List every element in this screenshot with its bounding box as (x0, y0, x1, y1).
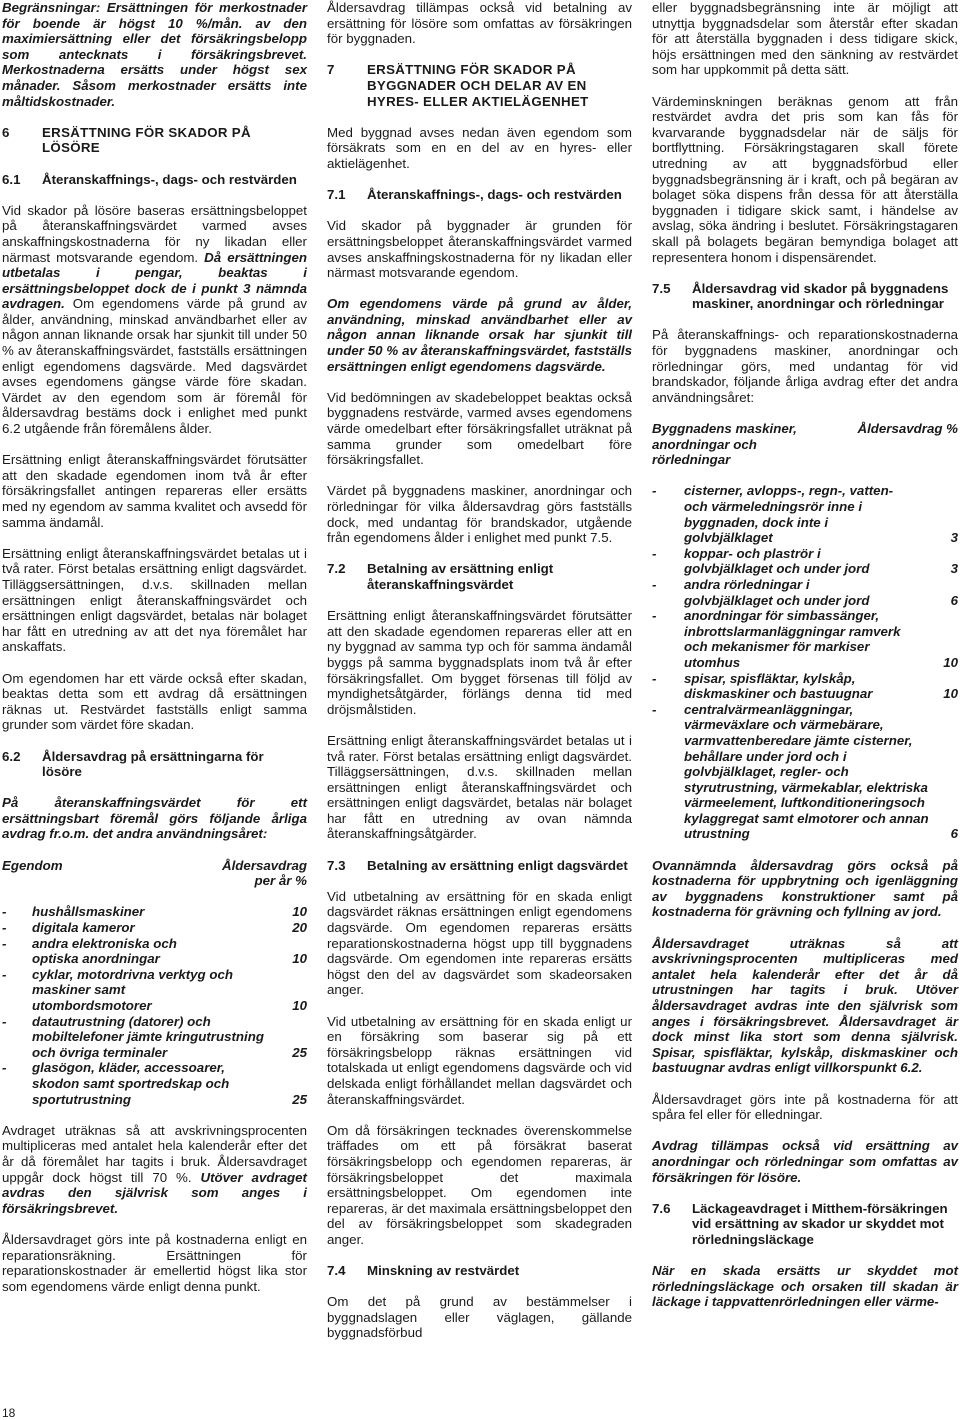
row-dash: - (2, 966, 7, 982)
paragraph: Avdrag tillämpas också vid ersättning av anordningar och rörledningar som omfattas av försäkringen för lösöre. (652, 1138, 958, 1185)
row-dash: - (652, 701, 657, 717)
paragraph: Ersättning enligt återanskaffningsvärdet förutsätter att den skadade egendomen inom två år efter försäkringsfallet antingen repareras eller ersätts med ny egendom av samma kvalitet och avsedd för samma ändamål. (2, 452, 307, 530)
section-title: Betalning av ersättning enligt dagsvärdet (367, 857, 628, 873)
row-value: 25 (292, 1044, 307, 1060)
row-value: 10 (943, 654, 958, 670)
section-heading-6 (2, 125, 307, 156)
section-number: 7.5 (652, 280, 671, 296)
text-run: Då ersättningen utbetalas i pengar, beaktas i ersättningsbeloppet dock de i punkt 3 nämnda avdragen. (2, 249, 307, 312)
section-number: 7.4 (327, 1263, 346, 1279)
paragraph: Ersättning enligt återanskaffningsvärdet betalas ut i två rater. Först betalas ersättning enligt dagsvärdet. Tilläggsersättningen, d.v.s. skillnaden mellan ersättningen enligt återanskaffningsvärdet och ersättningen enligt dagsvärdet, betalas när bolaget har fått en utredning av ovan nämnda återanskaffningsåtgärder. (327, 732, 632, 842)
row-dash: - (652, 545, 657, 561)
row-dash: - (2, 904, 7, 920)
table-header-left: Byggnadens maskiner, anordningar och rörledningar (652, 421, 797, 468)
row-text: datautrustning (datorer) och mobiltelefoner jämte kringutrustning och övriga terminaler (32, 1013, 264, 1060)
row-value: 3 (950, 561, 958, 577)
section-number: 6.1 (2, 171, 21, 187)
row-dash: - (652, 483, 657, 499)
row-dash: - (652, 670, 657, 686)
section-number: 7.6 (652, 1200, 671, 1216)
paragraph: På återanskaffnings- och reparationskostnaderna för byggnadens maskiner, anordningar och rörledningar görs, med undantag för vid brandskador, följande årliga avdrag efter det andra användningsåret: (652, 327, 958, 405)
row-text: digitala kameror (32, 920, 135, 936)
section-number: 7.1 (327, 187, 346, 203)
section-title: Åldersavdrag vid skador på byggnadens maskiner, anordningar och rörledningar (692, 280, 949, 312)
row-value: 10 (943, 686, 958, 702)
row-text: centralvärmeanläggningar, värmeväxlare och värmebärare, varmvattenberedare jämte cisterner, behållare under jord och i golvbjälklaget, regler- och styrutrustning, värmekablar, elektriska värmeelement, luftkonditioneringsoch kylaggregat samt elmotorer och annan utrustning (684, 701, 929, 842)
paragraph: Om egendomens värde på grund av ålder, användning, minskad användbarhet eller av någon annan liknande orsak har sjunkit till under 50 % av återanskaffningsvärdet, fastställs ersättningen enligt egendomens dagsvärde. (327, 296, 632, 374)
section-title: Återanskaffnings-, dags- och restvärden (42, 171, 297, 187)
paragraph: Ersättning enligt återanskaffningsvärdet förutsätter att den skadade egendomen repareras eller att en ny byggnad av samma typ och för samma ändamål byggs på samma byggnadsplats inom två år efter försäkringsfallet. Om bygget försenas till följd av myndighetsåtgärder, förlängs denna tid med dröjsmålstiden. (327, 608, 632, 717)
section-heading-7 (327, 62, 632, 109)
paragraph: På återanskaffningsvärdet för ett ersättningsbart föremål görs följande årliga avdrag fr.o.m. det andra användningsåret: (2, 795, 307, 842)
paragraph: eller byggnadsbegränsning inte är möjligt att utnyttja byggnadsdelar som återstår efter skadan för att återställa byggnaden i dess tidigare skick, höjs ersättningen med den sänkning av restvärdet som har uppkommit på detta sätt. (652, 0, 958, 78)
section-title: Återanskaffnings-, dags- och restvärden (367, 187, 622, 203)
row-value: 6 (950, 826, 958, 842)
section-number: 6 (2, 124, 10, 140)
table-row (2, 1014, 307, 1061)
section-heading-7-4 (327, 1263, 632, 1279)
section-number: 7 (327, 62, 335, 78)
section-title: ERSÄTTNING FÖR SKADOR PÅ LÖSÖRE (42, 124, 251, 156)
row-dash: - (652, 608, 657, 624)
section-number: 7.2 (327, 561, 346, 577)
paragraph: Värdet på byggnadens maskiner, anordningar och rörledningar för vilka åldersavdrag görs fastställs dock, med undantag för brandskador, utgående från egendomens ålder i enlighet med punkt 7.5. (327, 483, 632, 546)
paragraph: Om då försäkringen tecknades överenskommelse träffades om ett på försäkrat baserat försäkringsbelopp och egendomen repareras, är försäkringsbeloppet det maximala ersättningsbeloppet. Om egendomen inte repareras, är det maximala ersättningsbeloppet den del av försäkringsbeloppet som skadegraden anger. (327, 1122, 632, 1247)
table-header-left: Egendom (2, 857, 63, 873)
row-text: cyklar, motordrivna verktyg och maskiner samt utombordsmotorer (32, 966, 234, 1013)
table-header-right: Åldersavdrag % (857, 421, 958, 437)
table-row (652, 608, 958, 670)
row-text: koppar- och plaströr i golvbjälklaget och under jord (684, 545, 870, 577)
paragraph: Med byggnad avses nedan även egendom som försäkrats som en en del av en hyres- eller aktielägenhet. (327, 124, 632, 171)
row-text: hushållsmaskiner (32, 904, 145, 920)
table-row (652, 671, 958, 702)
row-text: andra rörledningar i golvbjälklaget och under jord (684, 576, 870, 608)
section-title: ERSÄTTNING FÖR SKADOR PÅ BYGGNADER OCH DELAR AV EN HYRES- ELLER AKTIELÄGENHET (367, 62, 589, 109)
table-header (652, 421, 958, 468)
paragraph: Vid utbetalning av ersättning för en skada enligt ur en försäkring som baserar sig på ett försäkringsbelopp räknas ersättningen vid totalskada ut enligt egendomens dagsvärde och vid delskada enligt förhållandet mellan dagsvärdet och återanskaffningsvärdet. (327, 1013, 632, 1107)
table-row (652, 577, 958, 608)
paragraph: Åldersavdraget görs inte på kostnaderna för att spåra fel eller för elledningar. (652, 1091, 958, 1123)
paragraph: Om egendomen har ett värde också efter skadan, beaktas detta som ett avdrag då ersättningen räknas ut. Restvärdet fastställs enligt samma grunder som värdet före skadan. (2, 670, 307, 733)
row-dash: - (2, 1060, 7, 1076)
paragraph: Vid utbetalning av ersättning för en skada enligt dagsvärdet räknas ersättningen enligt egendomens dagsvärde. Om egendomen repareras ersätts reparationskostnaderna högst upp till byggnadens dagsvärde. Om egendomen inte repareras ersätts högst den del av dagsvärdet som skadeorsaken anger. (327, 888, 632, 998)
section-heading-7-5 (652, 281, 958, 312)
section-heading-7-6 (652, 1201, 958, 1248)
section-title: Betalning av ersättning enligt återanskaffningsvärdet (367, 561, 554, 592)
row-text: cisterner, avlopps-, regn-, vatten- och värmeledningsrör inne i byggnaden, dock inte i golvbjälklaget (684, 483, 894, 546)
row-value: 6 (950, 592, 958, 608)
row-value: 20 (292, 920, 307, 936)
row-value: 10 (292, 951, 307, 967)
text-run: Vid skador på lösöre baseras ersättningsbeloppet på återanskaffningsvärdet varmed avses anskaffningskostnaderna för ny likadan eller närmast motsvarande egendom. (2, 202, 307, 265)
paragraph: Värdeminskningen beräknas genom att från restvärdet avdra det pris som kan fås för kvarvarande byggnadsdelar när de säljs för bortflyttning. Försäkringstagaren skall förete utredning av att byggnadsförbud eller byggnadsbegränsning är i kraft, och på begäran av bolaget söka dispens från dessa för att återställa byggnaden i tidigare skick samt, i händelse av avslag, söka ändring i beslutet. Försäkringstagaren skall på bolagets begäran bemyndiga bolaget att representera honom i dispensärendet. (652, 93, 958, 265)
table-row (652, 702, 958, 842)
column-2 (327, 0, 632, 1341)
paragraph: Om det på grund av bestämmelser i byggnadslagen eller väglagen, gällande byggnadsförbud (327, 1294, 632, 1341)
row-text: andra elektroniska och optiska anordningar (32, 935, 177, 967)
paragraph (2, 1123, 307, 1217)
table-header (2, 858, 307, 889)
table-row (652, 483, 958, 545)
row-text: glasögon, kläder, accessoarer, skodon samt sportredskap och sportutrustning (32, 1060, 230, 1107)
paragraph: Åldersavdraget görs inte på kostnaderna enligt en reparationsräkning. Ersättningen för reparationskostnader är emellertid högst lika stor som egendomens värde enligt denna punkt. (2, 1231, 307, 1294)
row-value: 25 (292, 1091, 307, 1107)
paragraph: Åldersavdraget uträknas så att avskrivningsprocenten multipliceras med antalet hela kalenderår efter det år då utrustningen har tagits i bruk. Utöver åldersavdraget avdras inte den självrisk som anges i försäkringsbrevet. Åldersavdraget är dock minst lika stort som denna självrisk. Spisar, spisfläktar, kylskåp, diskmaskiner och bastuugnar avdras enligt villkorspunkt 6.2. (652, 935, 958, 1076)
column-1 (2, 0, 307, 1294)
section-heading-7-2 (327, 561, 632, 592)
column-3 (652, 0, 958, 1310)
paragraph: Ersättning enligt återanskaffningsvärdet betalas ut i två rater. Först betalas ersättning enligt dagsvärdet. Tilläggsersättningen, d.v.s. skillnaden mellan ersättningen enligt återanskaffningsvärdet och ersättningen enligt dagsvärdet, betalas när bolaget har fått en utredning av att det nya föremålet har anskaffats. (2, 545, 307, 655)
section-title: Åldersavdrag på ersättningarna för lösöre (42, 748, 264, 780)
table-row (2, 967, 307, 1014)
table-header-right: Åldersavdrag per år % (222, 857, 307, 889)
section-heading-7-3 (327, 858, 632, 874)
row-value: 10 (292, 904, 307, 920)
paragraph: Vid skador på byggnader är grunden för ersättningsbeloppet återanskaffningsvärdet varmed avses anskaffningskostnaderna för ny likadan eller närmast motsvarande egendom. (327, 218, 632, 281)
row-dash: - (2, 1013, 7, 1029)
row-text: anordningar för simbassänger, inbrottslarmanläggningar ramverk och mekanismer för markiser utomhus (684, 608, 901, 670)
row-text: spisar, spisfläktar, kylskåp, diskmaskiner och bastuugnar (684, 670, 873, 702)
section-number: 6.2 (2, 748, 21, 764)
paragraph: När en skada ersätts ur skyddet mot rörledningsläckage och orsaken till skadan är läckage i tappvattenrörledningen eller värme- (652, 1263, 958, 1310)
section-heading-7-1 (327, 187, 632, 203)
table (652, 483, 958, 842)
section-title: Läckageavdraget i Mitthem-försäkringen vid ersättning av skador ur skyddet mot rörledningsläckage (692, 1200, 948, 1247)
table-row (2, 1060, 307, 1107)
section-number: 7.3 (327, 857, 346, 873)
text-run: Om egendomens värde på grund av ålder, användning, minskad användbarhet eller av någon annan liknande orsak har sjunkit till under 50 % av återanskaffningsvärdet, fastställs ersättningen enligt egendomens dagsvärde. Med dagsvärdet avses egendomens gängse värde före skadan. Värdet av den egendom som är föremål för åldersavdrag bestäms dock i enlighet med punkt 6.2 utgående från föremålens ålder. (2, 296, 307, 437)
table-row (652, 546, 958, 577)
row-dash: - (652, 576, 657, 592)
table (2, 904, 307, 1107)
row-dash: - (2, 935, 7, 951)
paragraph: Begränsningar: Ersättningen för merkostnader för boende är högst 10 %/mån. av den maximiersättning eller det försäkringsbelopp som antecknats i försäkringsbrevet. Merkostnaderna ersätts under högst sex månader. Såsom merkostnader ersätts inte måltidskostnader. (2, 0, 307, 109)
paragraph: Vid bedömningen av skadebeloppet beaktas också byggnadens restvärde, varmed avses egendomens värde omedelbart efter försäkringsfallet uträknat på samma grunder som omedelbart före försäkringsfallet. (327, 389, 632, 468)
section-title: Minskning av restvärdet (367, 1263, 520, 1279)
page-number: 18 (2, 1406, 16, 1420)
text-run: Avdraget uträknas så att avskrivningsprocenten multipliceras med antalet hela kalenderår efter det år då föremålet har tagits i bruk. Åldersavdraget uppgår dock högst till 70 %. (2, 1122, 307, 1185)
table-row (2, 936, 307, 967)
section-heading-6-1 (2, 172, 307, 188)
table-row (2, 904, 307, 920)
section-heading-6-2 (2, 749, 307, 780)
row-dash: - (2, 920, 7, 936)
paragraph: Åldersavdrag tillämpas också vid betalning av ersättning för lösöre som omfattas av försäkringen för byggnaden. (327, 0, 632, 47)
row-value: 10 (292, 998, 307, 1013)
row-value: 3 (950, 530, 958, 546)
text-run: Utöver avdraget avdras den självrisk som anges i försäkringsbrevet. (2, 1169, 307, 1216)
paragraph: Ovannämnda åldersavdrag görs också på kostnaderna för uppbrytning och igenläggning av byggnadens konstruktioner samt på kostnaderna för grävning och fyllning av jord. (652, 857, 958, 920)
paragraph (2, 203, 307, 437)
table-row (2, 920, 307, 936)
